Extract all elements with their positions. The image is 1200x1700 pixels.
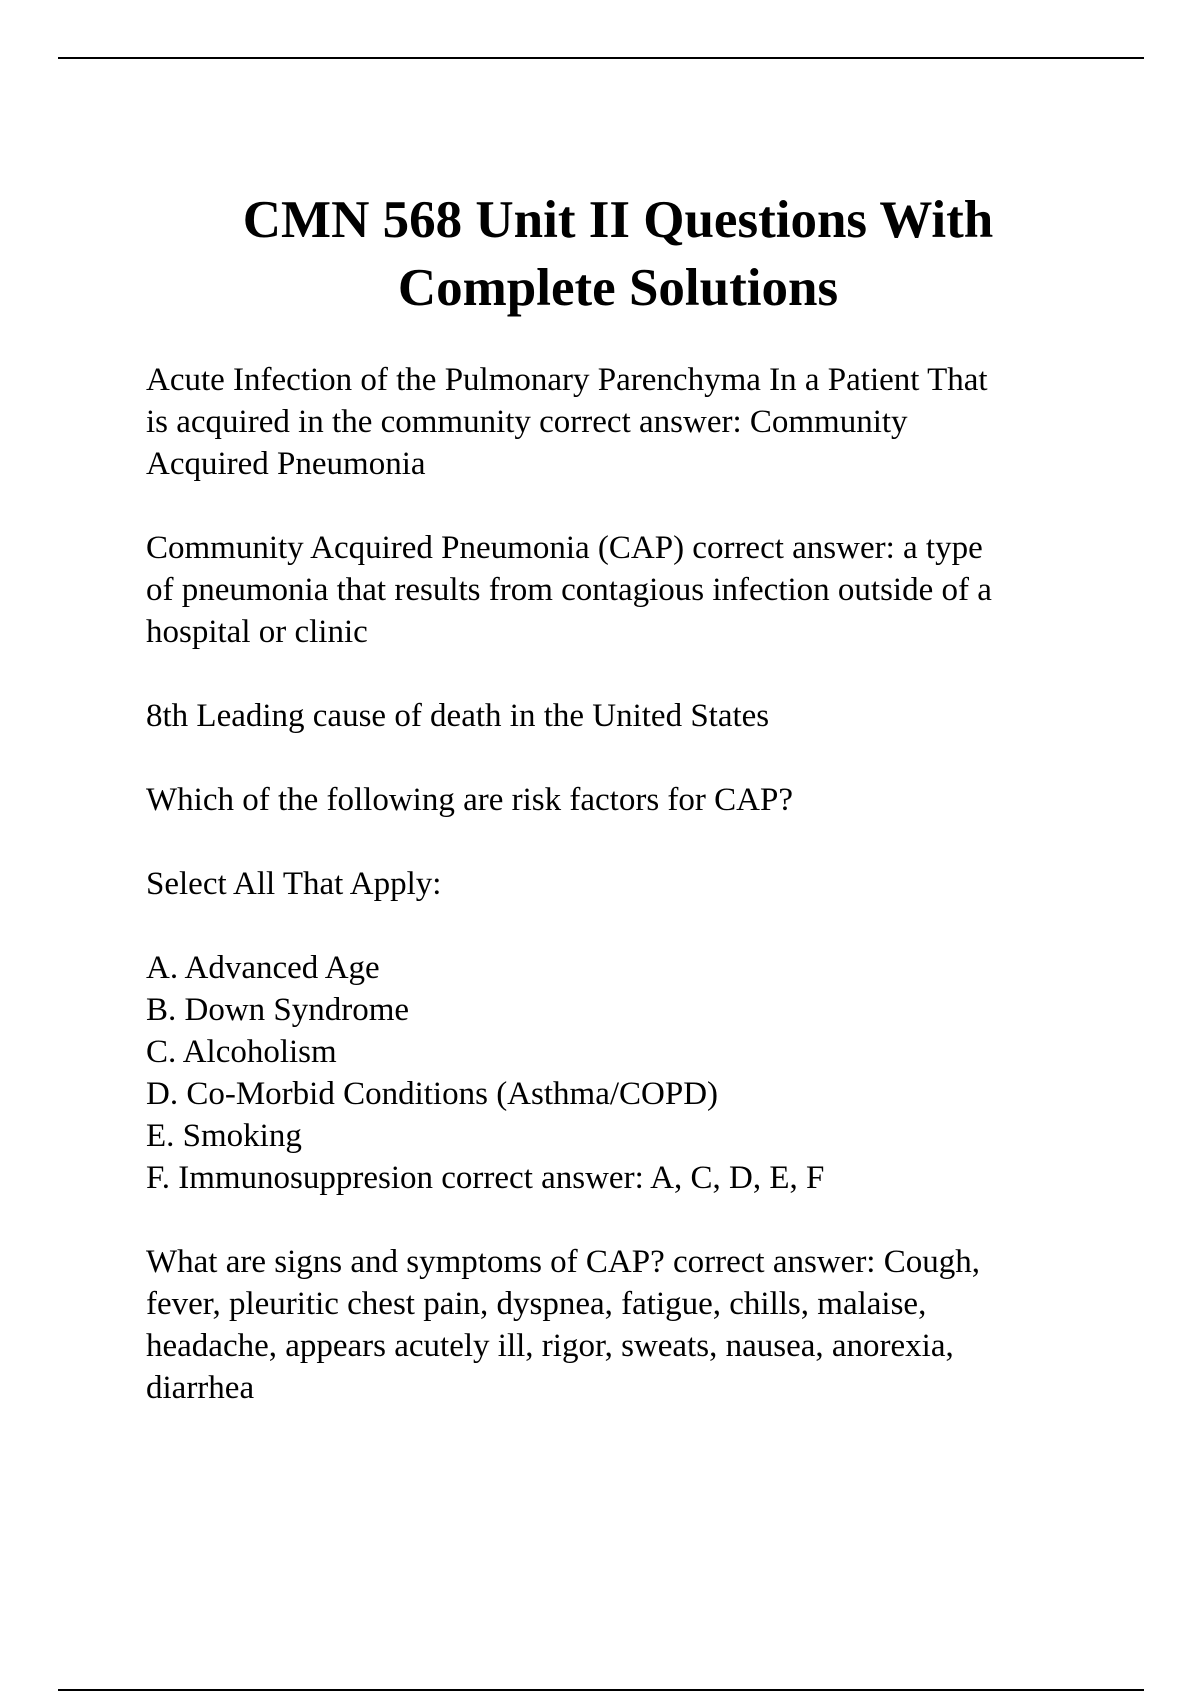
text-line: 8th Leading cause of death in the United States bbox=[146, 698, 770, 734]
text-line: Which of the following are risk factors for CAP? bbox=[146, 782, 793, 818]
question-acute-infection bbox=[146, 359, 1086, 485]
text-line: fever, pleuritic chest pain, dyspnea, fatigue, chills, malaise, bbox=[146, 1286, 927, 1322]
title-line: Complete Solutions bbox=[397, 259, 839, 317]
option-b: B. Down Syndrome bbox=[146, 992, 410, 1028]
question-cap-definition bbox=[146, 527, 1086, 653]
option-a: A. Advanced Age bbox=[146, 950, 380, 986]
text-line: Community Acquired Pneumonia (CAP) correct answer: a type bbox=[146, 530, 983, 566]
top-rule bbox=[58, 57, 1144, 59]
option-f: F. Immunosuppresion correct answer: A, C, D, E, F bbox=[146, 1160, 825, 1196]
option-e: E. Smoking bbox=[146, 1118, 302, 1154]
document-title bbox=[0, 186, 1200, 322]
text-line: of pneumonia that results from contagious infection outside of a bbox=[146, 572, 992, 608]
text-line: Acquired Pneumonia bbox=[146, 446, 426, 482]
text-line: hospital or clinic bbox=[146, 614, 368, 650]
text-line: What are signs and symptoms of CAP? correct answer: Cough, bbox=[146, 1244, 980, 1280]
text-line: Acute Infection of the Pulmonary Parenchyma In a Patient That bbox=[146, 362, 988, 398]
document-body bbox=[146, 359, 1086, 1451]
question-risk-factors bbox=[146, 779, 1086, 821]
statement-leading-cause bbox=[146, 695, 1086, 737]
question-signs-symptoms bbox=[146, 1241, 1086, 1409]
text-line: is acquired in the community correct answer: Community bbox=[146, 404, 908, 440]
text-line: headache, appears acutely ill, rigor, sweats, nausea, anorexia, bbox=[146, 1328, 954, 1364]
options-list bbox=[146, 947, 1086, 1199]
text-line: diarrhea bbox=[146, 1370, 255, 1406]
title-line: CMN 568 Unit II Questions With bbox=[242, 191, 994, 249]
option-c: C. Alcoholism bbox=[146, 1034, 337, 1070]
text-line: Select All That Apply: bbox=[146, 866, 442, 902]
instruction-select-all bbox=[146, 863, 1086, 905]
bottom-rule bbox=[58, 1689, 1144, 1691]
option-d: D. Co-Morbid Conditions (Asthma/COPD) bbox=[146, 1076, 719, 1112]
